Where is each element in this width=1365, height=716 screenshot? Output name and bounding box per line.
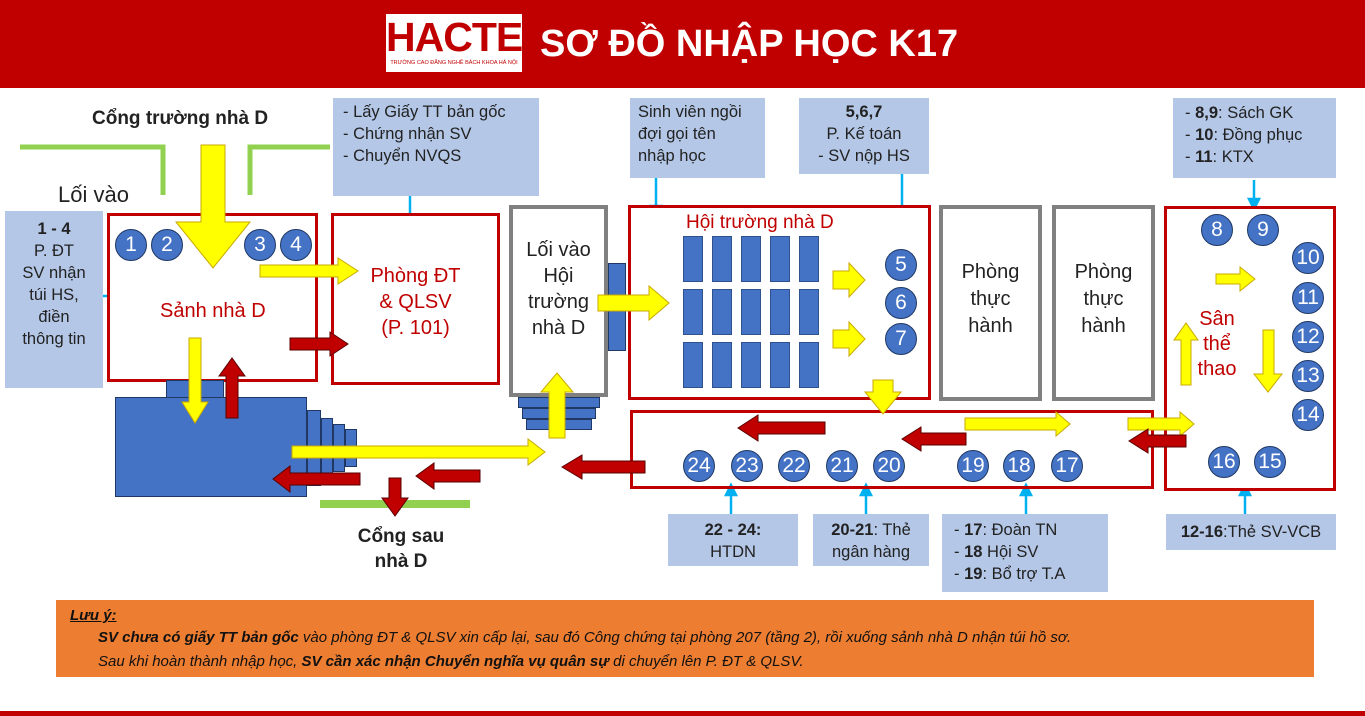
office-line2: & QLSV (379, 291, 452, 313)
logo-subtitle: TRƯỜNG CAO ĐẲNG NGHỀ BÁCH KHOA HÀ NỘI (390, 60, 518, 66)
info-left-line: điền (38, 308, 70, 326)
note-yellow-line: SV chưa có giấy TT bản gốc vào phòng ĐT & QLSV xin cấp lại, sau đó Công chứng tại phòng 207 (tầng 2), rồi xuống sảnh nhà D nhận túi hồ sơ. (98, 629, 1072, 646)
yellow-arrow-sports-right (1216, 267, 1255, 291)
back-gate-line2: nhà D (374, 551, 428, 572)
info-union-item: - 18 Hội SV (954, 543, 1039, 561)
station-5: 5 (885, 249, 917, 281)
info-bank-line2: ngân hàng (832, 543, 910, 561)
station-13: 13 (1292, 360, 1324, 392)
station-22: 22 (778, 450, 810, 482)
office-line1: Phòng ĐT (370, 265, 461, 287)
red-arrow-corridor-to-hall-entrance (562, 455, 645, 479)
red-arrow-back-gate (382, 478, 408, 516)
station-4: 4 (280, 229, 312, 261)
yellow-arrow-sports-down (1254, 330, 1282, 392)
info-office-line: - Chuyển NVQS (343, 147, 462, 165)
info-accounting-title: 5,6,7 (845, 103, 883, 121)
sports-line: Sân (1199, 308, 1235, 330)
yellow-arrow-into-hall (598, 286, 669, 320)
station-3: 3 (244, 229, 276, 261)
info-union-item: - 17: Đoàn TN (954, 521, 1058, 539)
sports-line: thao (1197, 358, 1237, 380)
hall-label: Hội trường nhà D (686, 212, 834, 233)
back-gate-line1: Cổng sau (357, 526, 445, 547)
station-9: 9 (1247, 214, 1279, 246)
yellow-arrow-lobby-down (182, 338, 208, 423)
station-7: 7 (885, 323, 917, 355)
hall-entrance-line: nhà D (531, 317, 586, 339)
note-heading: Lưu ý: (70, 607, 117, 624)
info-union-item: - 19: Bổ trợ T.A (954, 565, 1066, 583)
lobby-label: Sảnh nhà D (160, 300, 266, 322)
red-arrow-from-sports (1129, 429, 1186, 453)
lab2-line: Phòng (1074, 261, 1133, 283)
lab1-line: Phòng (961, 261, 1020, 283)
note-red-line: Sau khi hoàn thành nhập học, SV cần xác nhận Chuyển nghĩa vụ quân sự di chuyển lên P. ĐT & QLSV. (98, 653, 804, 670)
station-16: 16 (1208, 446, 1240, 478)
station-19: 19 (957, 450, 989, 482)
hall-entrance-line: trường (528, 291, 589, 313)
yellow-arrow-sports-up (1174, 323, 1198, 385)
info-accounting-line: P. Kế toán (826, 125, 902, 143)
station-6: 6 (885, 287, 917, 319)
note-box (56, 600, 1314, 677)
hall-entrance-line: Lối vào (526, 239, 591, 261)
yellow-arrow-gate-down (176, 145, 250, 268)
sports-line: thể (1203, 333, 1231, 355)
yellow-arrow-to-hall-entrance (292, 439, 545, 465)
yellow-arrow-corridor-right (965, 412, 1070, 436)
station-10: 10 (1292, 242, 1324, 274)
info-left-line: túi HS, (29, 286, 79, 304)
station-17: 17 (1051, 450, 1083, 482)
station-15: 15 (1254, 446, 1286, 478)
yellow-arrow-to-sports (1128, 412, 1194, 436)
page-title: SƠ ĐỒ NHẬP HỌC K17 (540, 23, 959, 65)
info-waiting-line: đợi gọi tên (638, 125, 716, 143)
station-12: 12 (1292, 321, 1324, 353)
yellow-arrow-to-5 (833, 263, 865, 297)
main-gate-label: Cổng trường nhà D (92, 108, 269, 129)
station-8: 8 (1201, 214, 1233, 246)
info-htdn-title: 22 - 24: (704, 521, 762, 539)
station-1: 1 (115, 229, 147, 261)
lab1-line: hành (968, 315, 1013, 337)
yellow-arrow-hall-down (865, 380, 901, 414)
info-waiting-line: Sinh viên ngồi (638, 103, 742, 121)
info-bank-line1: 20-21: Thẻ (831, 521, 911, 539)
logo-text: HACTECH (386, 14, 580, 60)
info-box-card: 12-16:Thẻ SV-VCB (1166, 514, 1336, 550)
red-arrow-mid-left (416, 463, 480, 489)
red-arrow-lobby-office (290, 332, 348, 356)
lab2-line: thực (1083, 288, 1124, 310)
info-topright-item: - 11: KTX (1185, 148, 1254, 166)
bottom-rule (0, 711, 1365, 716)
station-20: 20 (873, 450, 905, 482)
info-accounting-line: - SV nộp HS (818, 147, 910, 165)
station-11: 11 (1292, 282, 1324, 314)
station-14: 14 (1292, 399, 1324, 431)
info-topright-item: - 8,9: Sách GK (1185, 104, 1294, 122)
info-waiting-line: nhập học (638, 147, 706, 165)
station-21: 21 (826, 450, 858, 482)
info-topright-item: - 10: Đồng phục (1185, 126, 1303, 144)
entrance-label: Lối vào (58, 182, 129, 207)
station-24: 24 (683, 450, 715, 482)
red-arrow-up-lobby (219, 358, 245, 418)
info-left-line: SV nhận (22, 264, 86, 282)
station-18: 18 (1003, 450, 1035, 482)
red-arrow-corridor-top (738, 415, 825, 441)
info-left-line: P. ĐT (33, 242, 75, 260)
red-arrow-to-building (273, 466, 360, 492)
lab2-line: hành (1081, 315, 1126, 337)
info-left-title: 1 - 4 (37, 220, 71, 238)
yellow-arrow-up-hall-entrance (541, 373, 573, 438)
lab1-line: thực (970, 288, 1011, 310)
station-2: 2 (151, 229, 183, 261)
yellow-arrow-to-7 (833, 322, 865, 356)
info-office-line: - Chứng nhận SV (343, 125, 472, 143)
info-htdn-text: HTDN (710, 543, 756, 561)
station-23: 23 (731, 450, 763, 482)
hall-entrance-line: Hội (543, 265, 574, 287)
office-line3: (P. 101) (381, 317, 450, 339)
info-office-line: - Lấy Giấy TT bản gốc (343, 103, 506, 121)
info-left-line: thông tin (22, 330, 86, 348)
red-arrow-corridor-upper (902, 427, 966, 451)
yellow-arrow-lobby-office (260, 258, 358, 284)
